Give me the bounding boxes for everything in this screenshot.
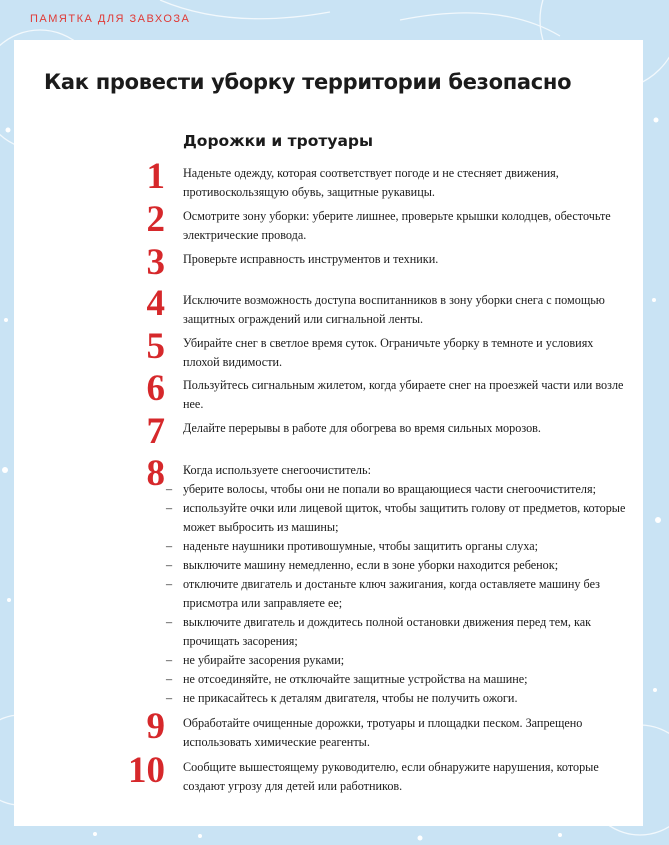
list-item: – не прикасайтесь к деталям двигателя, чтобы не получить ожоги. bbox=[166, 691, 518, 705]
section-title: Дорожки и тротуары bbox=[183, 132, 374, 150]
step-number: 3 bbox=[146, 242, 165, 283]
list-item: – наденьте наушники противошумные, чтобы защитить органы слуха; bbox=[166, 539, 539, 553]
step-text: Убирайте снег в светлое время суток. Ограничьте уборку в темноте и условиях плохой видимости. bbox=[183, 336, 594, 369]
step-text: Обработайте очищенные дорожки, тротуары и площадки песком. Запрещено использовать химические реагенты. bbox=[183, 716, 583, 749]
step-text: Проверьте исправность инструментов и техники. bbox=[183, 252, 439, 266]
step-8-intro: Когда используете снегоочиститель: bbox=[183, 463, 371, 477]
step-number: 2 bbox=[146, 199, 165, 240]
step-number: 6 bbox=[146, 368, 165, 409]
list-item: – уберите волосы, чтобы они не попали во вращающиеся части снегоочистителя; bbox=[166, 482, 596, 496]
step-text: Осмотрите зону уборки: уберите лишнее, проверьте крышки колодцев, обесточьте электрические провода. bbox=[183, 209, 611, 242]
list-item: – выключите двигатель и дождитесь полной остановки движения перед тем, как прочищать засорения; bbox=[166, 615, 592, 648]
page-title: Как провести уборку территории безопасно bbox=[44, 70, 572, 94]
step-text bbox=[166, 461, 629, 708]
content-card bbox=[14, 40, 643, 826]
step-number: 10 bbox=[128, 750, 165, 791]
step-text: Сообщите вышестоящему руководителю, если обнаружите нарушения, которые создают угрозу для детей или работников. bbox=[183, 760, 599, 793]
step-text: Пользуйтесь сигнальным жилетом, когда убираете снег на проезжей части или возле нее. bbox=[183, 378, 624, 411]
header-label: ПАМЯТКА ДЛЯ ЗАВХОЗА bbox=[30, 13, 191, 25]
step-number: 8 bbox=[146, 453, 165, 494]
step-number: 9 bbox=[146, 706, 165, 747]
list-item: – не отсоединяйте, не отключайте защитные устройства на машине; bbox=[166, 672, 528, 686]
step-number: 7 bbox=[146, 411, 165, 452]
snowblower-rules-list bbox=[166, 480, 629, 708]
list-item: – отключите двигатель и достаньте ключ зажигания, когда оставляете машину без присмотра или заправляете ее; bbox=[166, 577, 600, 610]
step-number: 4 bbox=[146, 283, 165, 324]
step-number: 1 bbox=[146, 156, 165, 197]
step-text: Делайте перерывы в работе для обогрева во время сильных морозов. bbox=[183, 421, 541, 435]
step-number: 5 bbox=[146, 326, 165, 367]
list-item: – выключите машину немедленно, если в зоне уборки находится ребенок; bbox=[166, 558, 559, 572]
list-item: – используйте очки или лицевой щиток, чтобы защитить голову от предметов, которые может выбросить из машины; bbox=[166, 501, 626, 534]
list-item: – не убирайте засорения руками; bbox=[166, 653, 345, 667]
step-text: Наденьте одежду, которая соответствует погоде и не стесняет движения, противоскользящую обувь, защитные рукавицы. bbox=[183, 166, 559, 199]
step-text: Исключите возможность доступа воспитанников в зону уборки снега с помощью защитных ограждений или сигнальной ленты. bbox=[183, 293, 605, 326]
